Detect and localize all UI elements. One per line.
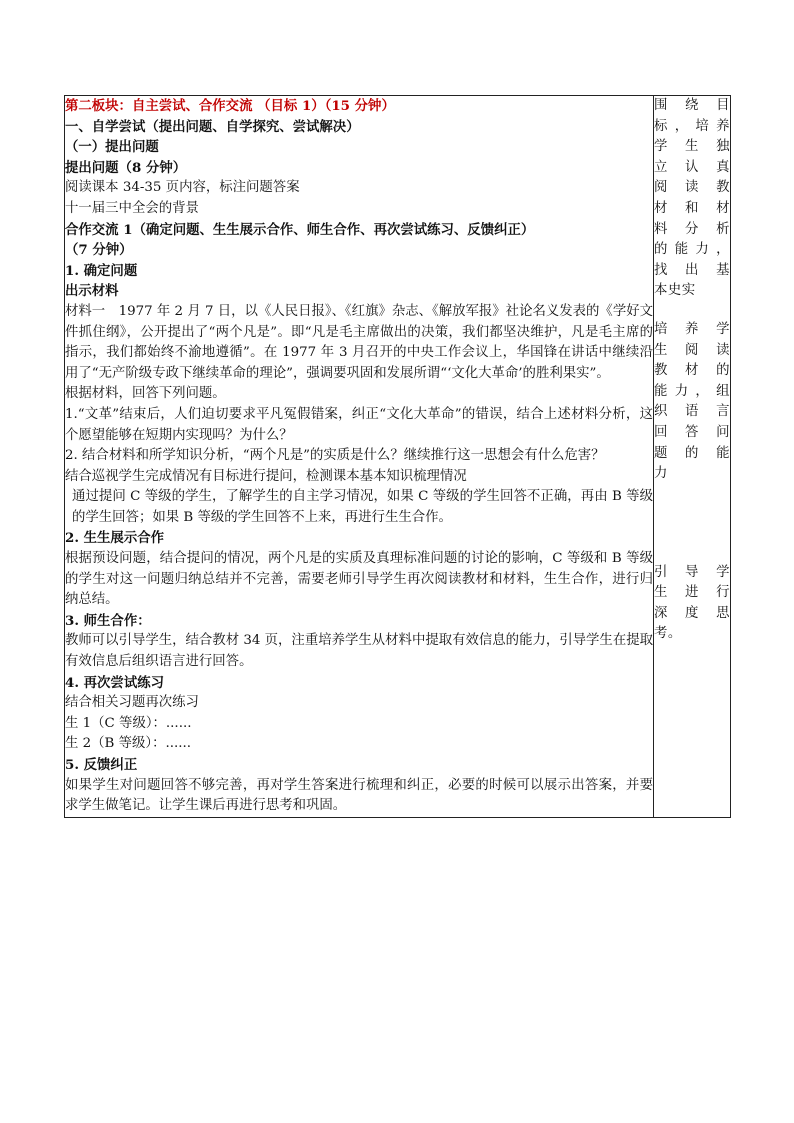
step4-text: 结合相关习题再次练习 <box>65 695 199 711</box>
side-note-2-line: 回 答 问 <box>654 424 730 440</box>
side-notes-cell <box>654 96 731 818</box>
side-note-1-line: 找 出 基 <box>654 262 730 278</box>
side-note-3-line: 深 度 思 <box>654 605 730 621</box>
question-1: 1.“文革”结束后，人们迫切要求平凡冤假错案，纠正“文化大革命”的错误，结合上述材料分析，这个愿望能够在短期内实现吗？为什么？ <box>65 406 653 443</box>
side-note-2-line: 生 阅 读 <box>654 342 730 358</box>
side-note-2-line: 教 材 的 <box>654 363 730 379</box>
heading-self-study: 一、自学尝试（提出问题、自学探究、尝试解决） <box>65 118 360 135</box>
side-note-1-line: 料 分 析 <box>654 221 730 237</box>
side-note-2-line: 培 养 学 <box>654 321 730 337</box>
step3-text: 教师可以引导学生，结合教材 34 页，注重培养学生从材料中提取有效信息的能力，引导学生在提取有效信息后组织语言进行回答。 <box>65 633 653 670</box>
side-note-2-line: 力 <box>654 466 668 482</box>
side-note-3-line: 引 导 学 <box>654 564 730 580</box>
lesson-plan-table <box>64 95 731 818</box>
question-2: 2. 结合材料和所学知识分析，“两个凡是”的实质是什么？继续推行这一思想会有什么危害？ <box>65 448 605 464</box>
main-content-cell <box>65 96 654 818</box>
step4-title: 4. 再次尝试练习 <box>65 674 164 691</box>
answer-prompt: 根据材料，回答下列问题。 <box>65 386 226 402</box>
step3-title: 3. 师生合作： <box>65 612 151 629</box>
step1-title: 1. 确定问题 <box>65 262 138 279</box>
side-note-3-line: 考。 <box>654 626 682 642</box>
step5-title: 5. 反馈纠正 <box>65 757 138 773</box>
step5-text: 如果学生对问题回答不够完善，再对学生答案进行梳理和纠正，必要的时候可以展示出答案，并要求学生做笔记。让学生课后再进行思考和巩固。 <box>65 777 653 814</box>
side-note-1 <box>654 96 730 302</box>
ask-text: 通过提问 C 等级的学生，了解学生的自主学习情况，如果 C 等级的学生回答不正确，再由 B 等级的学生回答；如果 B 等级的学生回答不上来，再进行生生合作。 <box>72 489 653 525</box>
side-note-1-line: 阅 读 教 <box>654 180 730 196</box>
material-text: 材料一 1977 年 2 月 7 日，以《人民日报》、《红旗》杂志、《解放军报》社论名义发表的《学好文件抓住纲》，公开提出了“两个凡是”。即“凡是毛主席做出的决策，我们都坚决维护，凡是毛主席的指示，我们都始终不渝地遵循”。在 1977 年 3 月召开的中央工作会议上，华国锋在讲话中继续沿用了“无产阶级专政下继续革命的理论”，强调要巩固和发展所谓“‘文化大革命’的胜利果实”。 <box>65 303 653 381</box>
side-note-3-line: 生 进 行 <box>654 585 730 601</box>
side-note-1-line: 标，培养 <box>654 118 730 134</box>
side-note-2-line: 织 语 言 <box>654 404 730 420</box>
step2-text: 根据预设问题，结合提问的情况，两个凡是的实质及真理标准问题的讨论的影响，C 等级和 B 等级的学生对这一问题归纳总结并不完善，需要老师引导学生再次阅读教材和材料，生生合作，进行归纳总结。 <box>65 551 653 608</box>
side-note-1-line: 立 认 真 <box>654 159 730 175</box>
inspect-text: 结合巡视学生完成情况有目标进行提问，检测课本基本知识梳理情况 <box>65 468 467 484</box>
coop-time: （7 分钟） <box>65 242 133 259</box>
student-1-answer: 生 1（C 等级）：...... <box>65 715 192 731</box>
reading-task: 阅读课本 34-35 页内容，标注问题答案 <box>65 180 300 196</box>
side-note-1-line: 材 和 材 <box>654 200 730 216</box>
student-2-answer: 生 2（B 等级）：...... <box>65 736 192 752</box>
side-note-1-line: 的能力， <box>654 242 730 258</box>
side-note-2-line: 能力，组 <box>654 383 730 399</box>
side-note-1-line: 围 绕 目 <box>654 98 730 113</box>
topic: 十一届三中全会的背景 <box>65 200 199 216</box>
sub-heading-raise: （一）提出问题 <box>65 139 159 156</box>
raise-question-title: 提出问题（8 分钟） <box>65 159 187 176</box>
side-note-1-line: 学 生 独 <box>654 139 730 155</box>
section-title: 第二板块：自主尝试、合作交流 （目标 1）（15 分钟） <box>65 98 395 114</box>
step2-title: 2. 生生展示合作 <box>65 530 164 547</box>
coop-title: 合作交流 1（确定问题、生生展示合作、师生合作、再次尝试练习、反馈纠正） <box>65 221 535 238</box>
side-note-2-line: 题 的 能 <box>654 445 730 461</box>
side-note-1-line: 本史实 <box>654 283 696 299</box>
show-material: 出示材料 <box>65 283 119 300</box>
side-note-2 <box>654 320 730 485</box>
side-note-3 <box>654 563 730 645</box>
